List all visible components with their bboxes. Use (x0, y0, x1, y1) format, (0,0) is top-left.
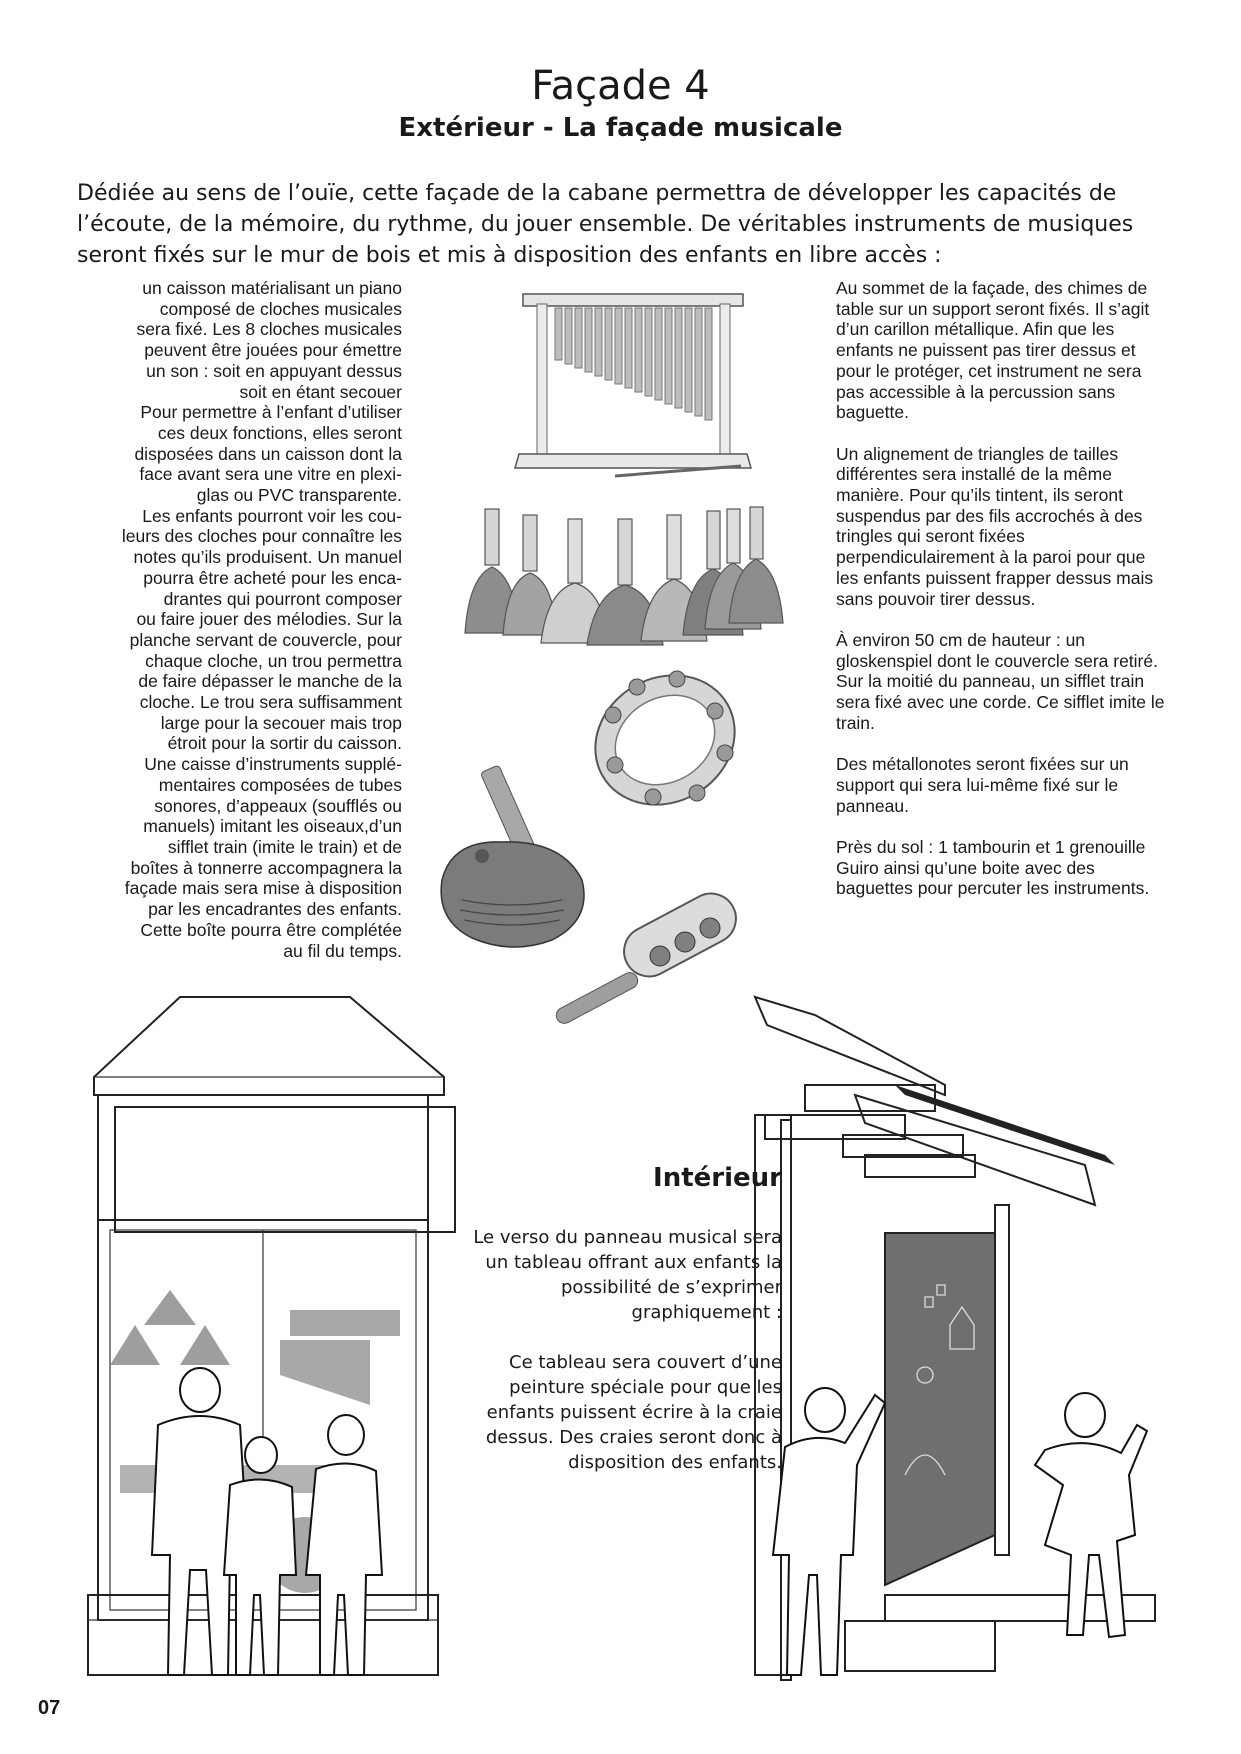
left-column-line: étroit pour la sortir du caisson. (167, 733, 402, 754)
table-chimes-illustration (515, 290, 755, 490)
left-column-line: drantes qui pourront composer (163, 588, 402, 609)
page-title: Façade 4 (531, 63, 710, 109)
interieur-paragraph: Ce tableau sera couvert d’une peinture spéciale pour que les enfants puissent écrire à la craie dessus. Des craies seront donc à disposition des enfants. (485, 1352, 782, 1473)
left-column-line: façade mais sera mise à disposition (124, 878, 402, 899)
left-column-line: sera fixé. Les 8 cloches musicales (136, 319, 402, 340)
left-column-line: de faire dépasser le manche de la (138, 671, 402, 692)
left-column-line: glas ou PVC transparente. (196, 485, 402, 506)
left-column-line: un caisson matérialisant un piano (142, 278, 402, 298)
left-column-line: composé de cloches musicales (159, 298, 402, 319)
facade-section-drawing (745, 995, 1185, 1695)
left-column-line: large pour la secouer mais trop (160, 712, 402, 733)
left-column-line: chaque cloche, un trou permettra (145, 650, 402, 671)
left-column-line: notes qu’ils produisent. Un manuel (133, 547, 402, 568)
left-column-line: face avant sera une vitre en plexi- (139, 464, 402, 485)
jingle-stick-illustration (550, 890, 750, 1030)
left-column-line: Une caisse d’instruments supplé- (144, 754, 402, 775)
left-column-line: sonores, d’appeaux (soufflés ou (154, 795, 402, 816)
left-column-line: un son : soit en appuyant dessus (146, 360, 402, 381)
handbells-illustration (455, 505, 805, 645)
left-column-line: boîtes à tonnerre accompagnera la (130, 857, 402, 878)
interieur-paragraph: Le verso du panneau musical sera un tableau offrant aux enfants la possibilité de s’exprimer graphiquement : (473, 1227, 782, 1323)
left-column-line: leurs des cloches pour connaître les (121, 526, 402, 547)
interieur-title: Intérieur (653, 1163, 782, 1193)
left-column-line: peuvent être jouées pour émettre (144, 340, 402, 361)
left-column-line: ou faire jouer des mélodies. Sur la (136, 609, 402, 630)
left-column-line: disposées dans un caisson dont la (134, 443, 402, 464)
left-column-line: manuels) imitant les oiseaux,d’un (143, 816, 402, 837)
page-number: 07 (38, 1697, 61, 1719)
left-column-line: planche servant de couvercle, pour (129, 629, 402, 650)
left-column-line: cloche. Le trou sera suffisamment (139, 692, 402, 713)
facade-front-drawing (80, 995, 460, 1685)
right-paragraph: Un alignement de triangles de tailles différentes sera installé de la même manière. Pour qu’ils tintent, ils seront suspendus par des fils accrochés à des tringles qui seront fixées perpendiculairement à la paroi pour que les enfants puissent frapper dessus mais sans pouvoir tirer dessus. (836, 443, 1154, 609)
right-paragraph: À environ 50 cm de hauteur : un gloskenspiel dont le couvercle sera retiré. Sur la moitié du panneau, un sifflet train sera fixé avec une corde. Ce sifflet imite le train. (836, 629, 1165, 733)
right-column-text (836, 278, 1171, 920)
right-paragraph: Près du sol : 1 tambourin et 1 grenouille Guiro ainsi qu’une boite avec des baguettes pour percuter les instruments. (836, 836, 1150, 899)
left-column-line: au fil du temps. (283, 940, 402, 961)
page-subtitle: Extérieur - La façade musicale (398, 113, 843, 143)
right-paragraph: Au sommet de la façade, des chimes de table sur un support seront fixés. Il s’agit d’un carillon métallique. Afin que les enfants ne puissent pas tirer dessus et pour le protéger, cet instrument ne sera pas accessible à la percussion sans baguette. (836, 278, 1150, 423)
right-paragraph: Des métallonotes seront fixées sur un support qui sera lui-même fixé sur le panneau. (836, 754, 1129, 816)
left-column-line: Les enfants pourront voir les cou- (142, 505, 402, 526)
left-column-line: Pour permettre à l’enfant d’utiliser (140, 402, 402, 423)
left-column-text (70, 278, 402, 961)
left-column-line: mentaires composées de tubes (158, 774, 402, 795)
left-column-line: soit en étant secouer (239, 381, 402, 402)
intro-paragraph: Dédiée au sens de l’ouïe, cette façade de la cabane permettra de développer les capacités de l’écoute, de la mémoire, du rythme, du jouer ensemble. De véritables instruments de musiques seront fixés sur le mur de bois et mis à disposition des enfants en libre accès : (77, 181, 1134, 268)
left-column-line: Cette boîte pourra être complétée (140, 919, 402, 940)
left-column-line: pourra être acheté pour les enca- (143, 567, 402, 588)
left-column-line: sifflet train (imite le train) et de (167, 836, 402, 857)
left-column-line: par les encadrantes des enfants. (148, 899, 402, 920)
interieur-text (470, 1225, 782, 1500)
left-column-line: ces deux fonctions, elles seront (157, 422, 402, 443)
